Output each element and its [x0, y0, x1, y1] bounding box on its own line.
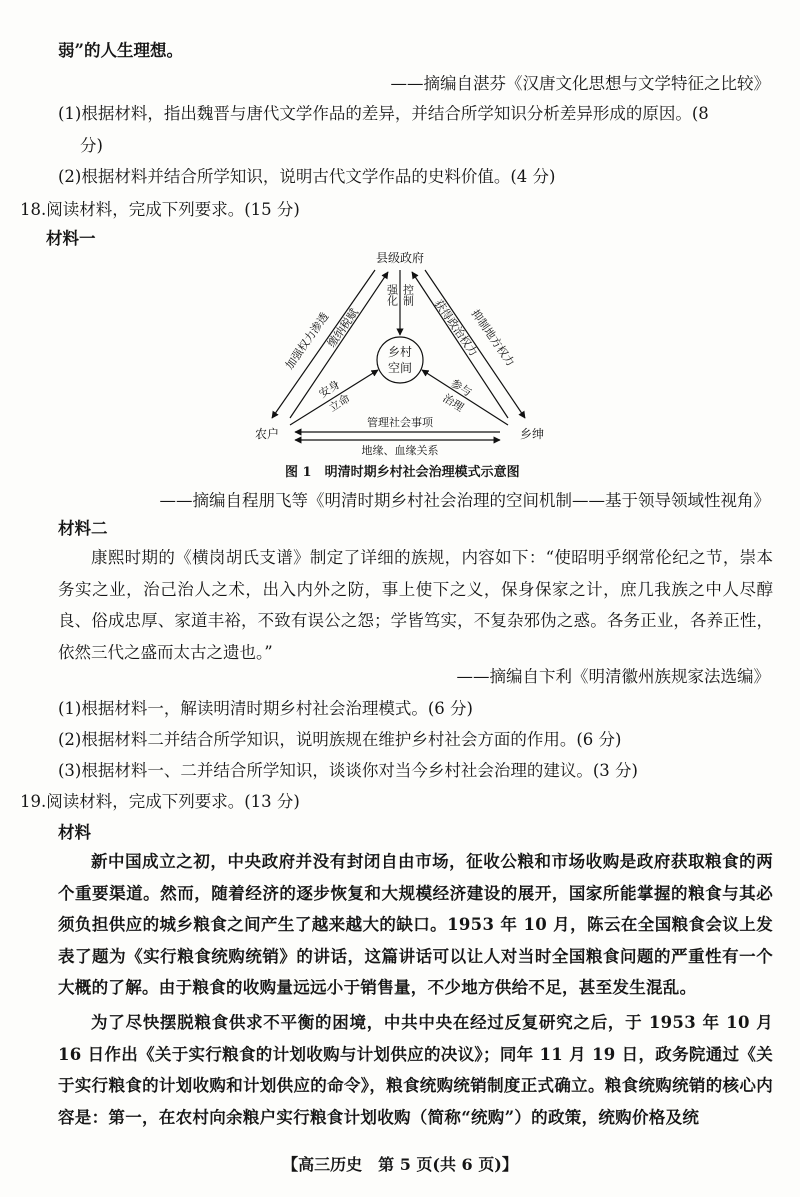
center-line1: 乡村 [387, 345, 413, 359]
q19-material-label: 材料 [58, 823, 91, 842]
label-left-outer: 加强权力渗透 [282, 310, 332, 372]
q18-sub3: (3)根据材料一、二并结合所学知识，谈谈你对当今乡村社会治理的建议。(3 分) [58, 761, 638, 780]
q18-sub2: (2)根据材料二并结合所学知识，说明族规在维护乡村社会方面的作用。(6 分) [58, 730, 622, 749]
q17-sub1-line2: 分) [80, 136, 103, 155]
bottom-upper-label: 管理社会事项 [367, 416, 433, 429]
bottom-lower-label: 地缘、血缘关系 [361, 444, 439, 457]
center-circle [377, 337, 423, 383]
q18-source1: ——摘编自程朋飞等《明清时期乡村社会治理的空间机制——基于领导领域性视角》 [159, 491, 770, 510]
node-gentry: 乡绅 [520, 427, 545, 441]
prev-line-end: 弱”的人生理想。 [58, 41, 183, 60]
label-right-inner: 获得政治权力 [431, 297, 481, 359]
q18-material2-text: 康熙时期的《横岗胡氏支谱》制定了详细的族规，内容如下：“使昭明乎纲常伦纪之节，崇本务实之业，治己治人之术，出入内外之防，事上使下之义，保身保家之计，庶几我族之中人尽醇良、俗成忠厚、家道丰裕，不致有误公之怨；学皆笃实，不复杂邪伪之惑。各务正业，各养正性，依然三代之盛而太古之遗也。” [58, 548, 773, 662]
diagram-caption: 图 1 明清时期乡村社会治理模式示意图 [285, 465, 520, 480]
q18-source2: ——摘编自卞利《明清徽州族规家法选编》 [456, 667, 770, 686]
left-mid-col1: 安身 [316, 377, 343, 401]
node-farmers: 农户 [255, 427, 280, 441]
q17-sub1-line1: (1)根据材料，指出魏晋与唐代文学作品的差异，并结合所学知识分析差异形成的原因。(8 [58, 104, 709, 123]
top-down-col2: 控制 [401, 284, 415, 306]
q17-sub2: (2)根据材料并结合所学知识，说明古代文学作品的史料价值。(4 分) [58, 167, 556, 186]
label-right-outer: 抑制地方权力 [468, 307, 518, 369]
q18-sub1: (1)根据材料一，解读明清时期乡村社会治理模式。(6 分) [58, 699, 473, 718]
page-footer: 【高三历史 第 5 页(共 6 页)】 [282, 1155, 518, 1174]
q19-title: 19.阅读材料，完成下列要求。(13 分) [20, 792, 300, 811]
right-mid-col2: 治理 [440, 391, 466, 415]
governance-diagram [250, 240, 570, 460]
q18-material2-label: 材料二 [58, 519, 108, 538]
q18-title: 18.阅读材料，完成下列要求。(15 分) [20, 200, 300, 219]
right-mid-col1: 参与 [448, 376, 474, 400]
q19-para1: 新中国成立之初，中央政府并没有封闭自由市场，征收公粮和市场收购是政府获取粮食的两个重要渠道。然而，随着经济的逐步恢复和大规模经济建设的展开，国家所能掌握的粮食与其必须负担供应的城乡粮食之间产生了越来越大的缺口。1953 年 10 月，陈云在全国粮食会议上发表了题为《实行粮食统购统销》的讲话，这篇讲话可以让人对当时全国粮食问题的严重性有一个大概的了解。由于粮食的收购量远远小于销售量，不少地方供给不足，甚至发生混乱。 [58, 852, 773, 997]
left-mid-col2: 立命 [326, 391, 353, 415]
q18-material1-label: 材料一 [46, 229, 96, 248]
top-down-col1: 强化 [385, 284, 399, 306]
q19-para2: 为了尽快摆脱粮食供求不平衡的困境，中共中央在经过反复研究之后，于 1953 年 10 月 16 日作出《关于实行粮食的计划收购与计划供应的决议》；同年 11 月 19 日，政务院通过《关于实行粮食的计划收购和计划供应的命令》，粮食统购统销制度正式确立。粮食统购统销的核心内容是：第一，在农村向余粮户实行粮食计划收购（简称“统购”）的政策，统购价格及统 [58, 1013, 773, 1127]
label-left-inner: 缴纳税赋 [325, 306, 362, 350]
center-line2: 空间 [387, 361, 413, 375]
node-county-government: 县级政府 [375, 251, 425, 265]
q17-source: ——摘编自湛芬《汉唐文化思想与文学特征之比较》 [390, 74, 770, 93]
